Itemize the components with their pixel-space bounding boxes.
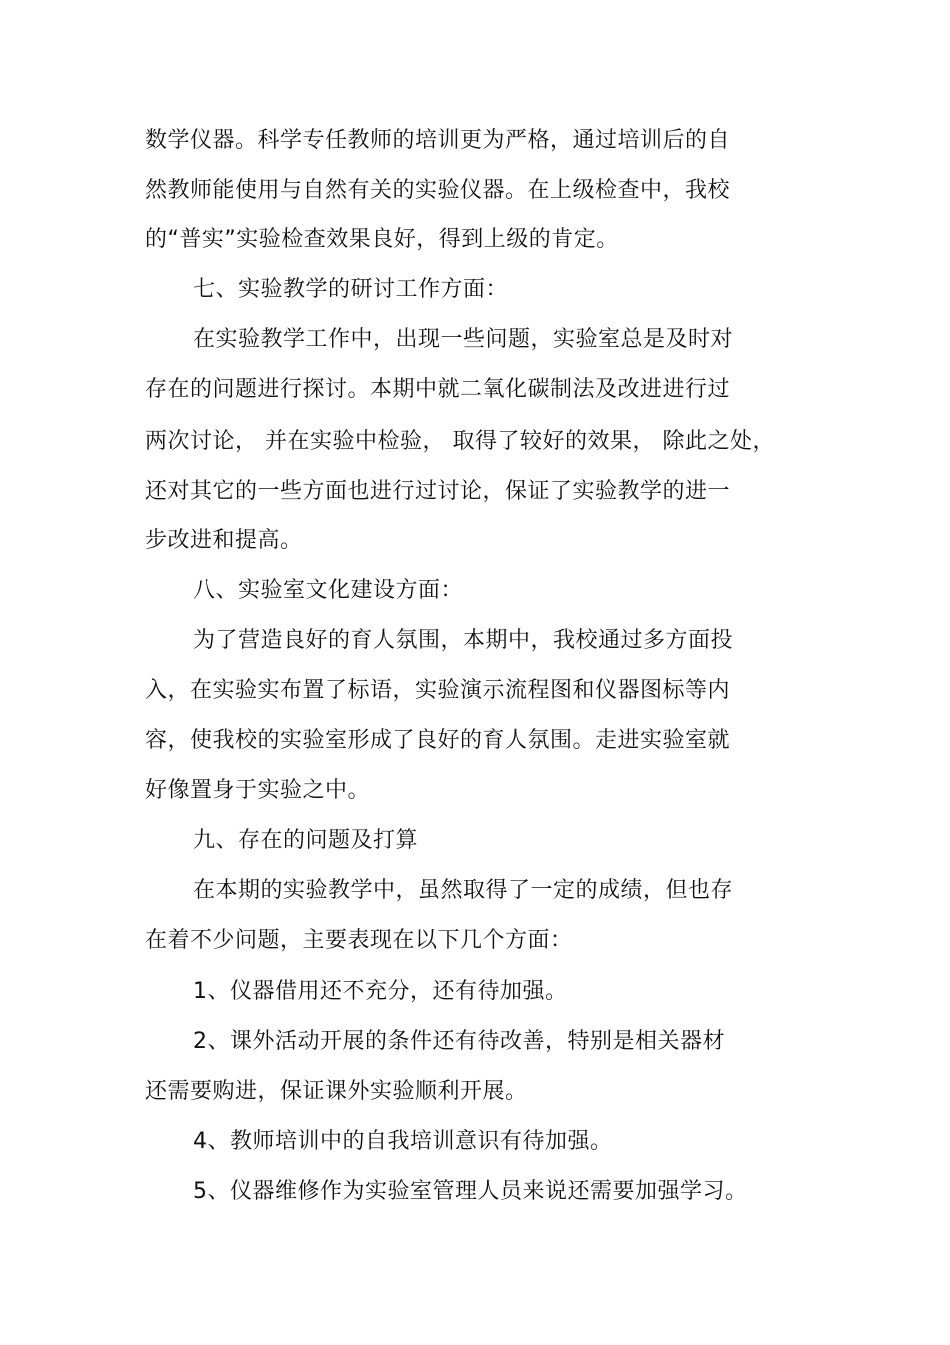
paragraph-line: 容，使我校的实验室形成了良好的育人氛围。走进实验室就 xyxy=(145,728,731,753)
paragraph-line: 还需要购进，保证课外实验顺利开展。 xyxy=(145,1079,528,1104)
paragraph-line: 在着不少问题，主要表现在以下几个方面： xyxy=(145,928,573,953)
list-item: 4、教师培训中的自我培训意识有待加强。 xyxy=(193,1129,613,1154)
paragraph-line: 两次讨论， 并在实验中检验， 取得了较好的效果， 除此之处， xyxy=(145,429,775,454)
paragraph-line: 步改进和提高。 xyxy=(145,528,303,553)
list-item: 2、课外活动开展的条件还有待改善，特别是相关器材 xyxy=(193,1029,725,1054)
paragraph-line: 入，在实验实布置了标语，实验演示流程图和仪器图标等内 xyxy=(145,678,731,703)
paragraph-line: 数学仪器。科学专任教师的培训更为严格，通过培训后的自 xyxy=(145,128,731,153)
section-heading: 七、实验教学的研讨工作方面： xyxy=(193,277,509,302)
paragraph-line: 在本期的实验教学中，虽然取得了一定的成绩，但也存 xyxy=(193,878,734,903)
section-heading: 九、存在的问题及打算 xyxy=(193,828,419,853)
list-item: 1、仪器借用还不充分，还有待加强。 xyxy=(193,979,568,1004)
paragraph-line: 还对其它的一些方面也进行过讨论，保证了实验教学的进一 xyxy=(145,479,731,504)
paragraph-line: 为了营造良好的育人氛围，本期中，我校通过多方面投 xyxy=(193,628,734,653)
section-heading: 八、实验室文化建设方面： xyxy=(193,578,464,603)
paragraph-line: 在实验教学工作中，出现一些问题，实验室总是及时对 xyxy=(193,327,734,352)
list-item: 5、仪器维修作为实验室管理人员来说还需要加强学习。 xyxy=(193,1179,748,1204)
paragraph-line: 存在的问题进行探讨。本期中就二氧化碳制法及改进进行过 xyxy=(145,377,731,402)
paragraph-line: 然教师能使用与自然有关的实验仪器。在上级检查中，我校 xyxy=(145,178,731,203)
paragraph-line: 好像置身于实验之中。 xyxy=(145,778,371,803)
paragraph-line: 的“普实”实验检查效果良好，得到上级的肯定。 xyxy=(145,227,619,252)
